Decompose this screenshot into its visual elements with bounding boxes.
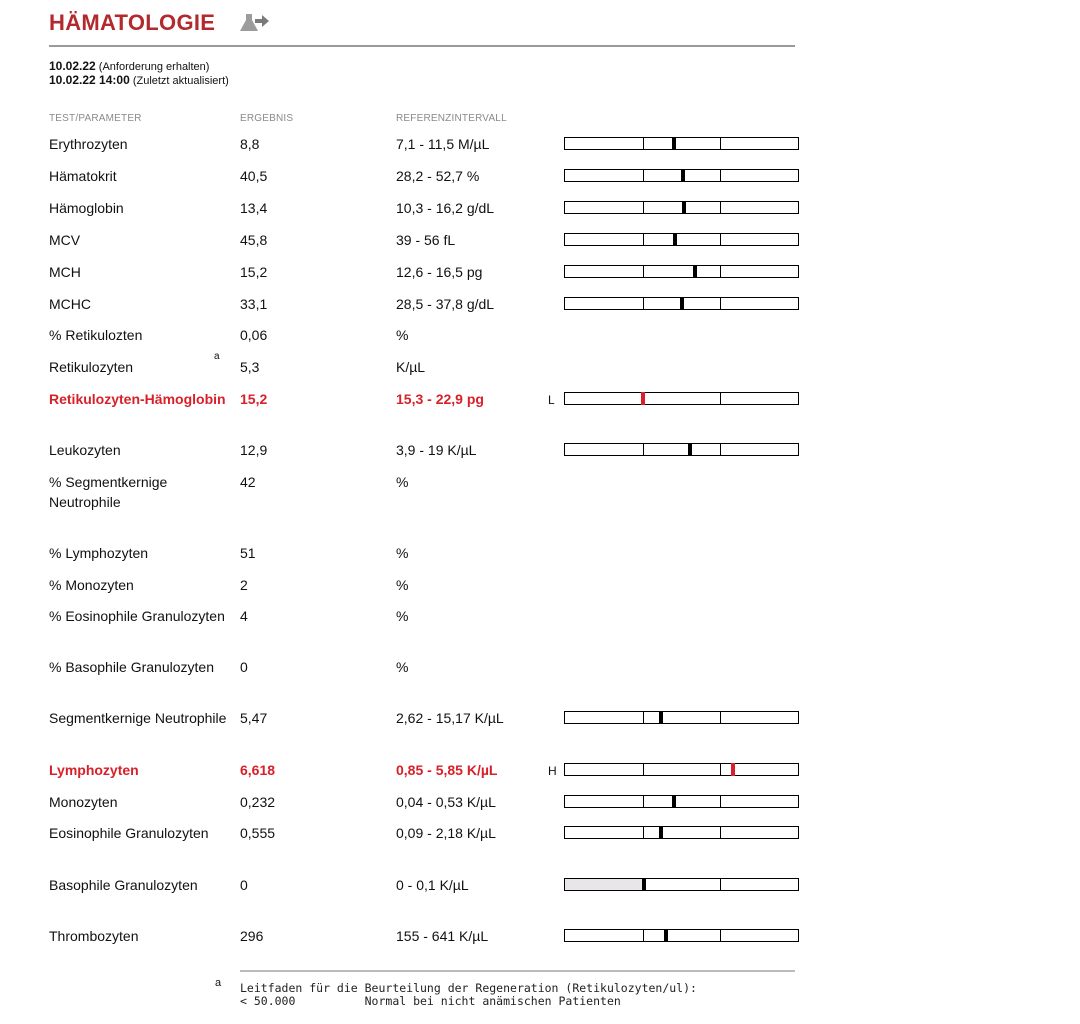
reference-interval: % — [396, 659, 409, 675]
column-header-test: TEST/PARAMETER — [49, 113, 142, 124]
result-marker — [641, 392, 645, 405]
test-name: MCV — [49, 232, 81, 248]
test-name: Leukozyten — [49, 442, 121, 458]
reference-interval: 0,85 - 5,85 K/µL — [396, 762, 498, 778]
test-name: Lymphozyten — [49, 762, 139, 778]
reference-interval: 39 - 56 fL — [396, 232, 456, 248]
result-marker — [681, 169, 685, 182]
footnote-mark: a — [215, 977, 222, 989]
reference-interval: 7,1 - 11,5 M/µL — [396, 136, 490, 152]
range-low-tick — [643, 444, 644, 455]
reference-range-bar — [564, 826, 799, 839]
range-low-tick — [643, 234, 644, 245]
reference-interval: 12,6 - 16,5 pg — [396, 264, 483, 280]
test-result: 296 — [240, 928, 264, 944]
range-low-tick — [643, 796, 644, 807]
test-name: Segmentkernige Neutrophile — [49, 710, 227, 726]
test-name: Eosinophile Granulozyten — [49, 825, 209, 841]
test-name: Hämoglobin — [49, 200, 124, 216]
test-result: 8,8 — [240, 136, 260, 152]
range-high-tick — [720, 393, 721, 404]
reference-range-bar — [564, 795, 799, 808]
result-marker — [672, 795, 676, 808]
test-result: 6,618 — [240, 762, 276, 778]
result-marker — [664, 929, 668, 942]
test-result: 0 — [240, 659, 248, 675]
range-low-tick — [643, 170, 644, 181]
result-marker — [673, 233, 677, 246]
test-result: 15,2 — [240, 391, 268, 407]
test-result: 4 — [240, 608, 248, 624]
test-result: 0,06 — [240, 327, 268, 343]
reference-interval: % — [396, 577, 409, 593]
range-low-tick — [643, 827, 644, 838]
result-marker — [680, 297, 684, 310]
footnote-rule — [240, 970, 795, 972]
range-low-tick — [643, 712, 644, 723]
test-result: 5,47 — [240, 710, 268, 726]
test-result: 45,8 — [240, 232, 268, 248]
test-result: 51 — [240, 545, 256, 561]
test-result: 42 — [240, 474, 256, 490]
result-marker — [672, 137, 676, 150]
test-result: 0,232 — [240, 794, 276, 810]
range-low-tick — [643, 298, 644, 309]
reference-interval: 3,9 - 19 K/µL — [396, 442, 477, 458]
test-name: MCHC — [49, 296, 91, 312]
reference-interval: 0,09 - 2,18 K/µL — [396, 825, 496, 841]
reference-interval: % — [396, 608, 409, 624]
reference-range-bar — [564, 711, 799, 724]
flask-arrow-icon[interactable] — [240, 12, 270, 34]
range-low-tick — [643, 930, 644, 941]
updated-label: (Zuletzt aktualisiert) — [132, 75, 229, 87]
test-name: % Retikulozten — [49, 327, 143, 343]
reference-range-bar — [564, 929, 799, 942]
range-high-tick — [720, 796, 721, 807]
footnote-marker: a — [214, 351, 220, 362]
range-high-tick — [720, 827, 721, 838]
reference-range-bar — [564, 297, 799, 310]
updated-line — [49, 73, 229, 87]
test-name: % Lymphozyten — [49, 545, 149, 561]
report-title: HÄMATOLOGIE — [49, 10, 216, 35]
reference-interval: 28,5 - 37,8 g/dL — [396, 296, 495, 312]
test-name: Retikulozyten — [49, 359, 134, 375]
test-result: 12,9 — [240, 442, 268, 458]
test-result: 15,2 — [240, 264, 268, 280]
range-high-tick — [720, 879, 721, 890]
result-marker — [731, 763, 735, 776]
range-high-tick — [720, 930, 721, 941]
range-high-tick — [720, 234, 721, 245]
reference-interval: % — [396, 545, 409, 561]
result-marker — [659, 711, 663, 724]
test-name: % Segmentkernige Neutrophile — [49, 474, 168, 510]
range-high-tick — [720, 712, 721, 723]
reference-range-bar — [564, 878, 799, 891]
test-name: Erythrozyten — [49, 136, 128, 152]
range-low-tick — [643, 266, 644, 277]
range-low-tick — [643, 764, 644, 775]
test-result: 33,1 — [240, 296, 268, 312]
test-result: 5,3 — [240, 359, 260, 375]
test-result: 40,5 — [240, 168, 268, 184]
title-rule — [49, 45, 795, 47]
range-low-tick — [643, 202, 644, 213]
range-high-tick — [720, 170, 721, 181]
reference-range-bar — [564, 201, 799, 214]
test-result: 13,4 — [240, 200, 268, 216]
test-result: 0 — [240, 877, 248, 893]
reference-interval: 10,3 - 16,2 g/dL — [396, 200, 495, 216]
range-high-tick — [720, 202, 721, 213]
range-high-tick — [720, 138, 721, 149]
below-range-shading — [565, 879, 643, 890]
result-marker — [659, 826, 663, 839]
column-header-result: ERGEBNIS — [240, 113, 294, 124]
result-marker — [682, 201, 686, 214]
abnormal-flag: H — [548, 764, 557, 778]
test-name: Hämatokrit — [49, 168, 117, 184]
received-line — [49, 59, 209, 73]
test-name: Retikulozyten-Hämoglobin — [49, 391, 226, 407]
column-header-reference: REFERENZINTERVALL — [396, 113, 507, 124]
test-name: Thrombozyten — [49, 928, 139, 944]
reference-range-bar — [564, 233, 799, 246]
updated-date: 10.02.22 14:00 — [49, 73, 130, 87]
reference-interval: 0 - 0,1 K/µL — [396, 877, 469, 893]
range-high-tick — [720, 444, 721, 455]
reference-range-bar — [564, 169, 799, 182]
test-name: Monozyten — [49, 794, 118, 810]
reference-range-bar — [564, 137, 799, 150]
reference-range-bar — [564, 392, 799, 405]
test-name: MCH — [49, 264, 81, 280]
range-high-tick — [720, 764, 721, 775]
footnote-text: Leitfaden für die Beurteilung der Regeneration (Retikulozyten/ul): < 50.000 Normal bei nicht anämischen Patienten — [240, 981, 697, 1008]
reference-interval: % — [396, 327, 409, 343]
reference-interval: 2,62 - 15,17 K/µL — [396, 710, 504, 726]
test-name: Basophile Granulozyten — [49, 877, 198, 893]
result-marker — [688, 443, 692, 456]
test-name: % Monozyten — [49, 577, 134, 593]
result-marker — [642, 878, 646, 891]
reference-interval: 0,04 - 0,53 K/µL — [396, 794, 496, 810]
test-result: 2 — [240, 577, 248, 593]
reference-range-bar — [564, 763, 799, 776]
reference-interval: 15,3 - 22,9 pg — [396, 391, 484, 407]
test-name: % Basophile Granulozyten — [49, 659, 214, 675]
abnormal-flag: L — [548, 393, 555, 407]
reference-interval: % — [396, 474, 409, 490]
range-high-tick — [720, 266, 721, 277]
reference-interval: 155 - 641 K/µL — [396, 928, 489, 944]
test-result: 0,555 — [240, 825, 276, 841]
received-label: (Anforderung erhalten) — [98, 61, 210, 73]
reference-range-bar — [564, 443, 799, 456]
reference-range-bar — [564, 265, 799, 278]
result-marker — [693, 265, 697, 278]
reference-interval: 28,2 - 52,7 % — [396, 168, 480, 184]
reference-interval: K/µL — [396, 359, 426, 375]
test-name: % Eosinophile Granulozyten — [49, 608, 225, 624]
received-date: 10.02.22 — [49, 59, 96, 73]
range-high-tick — [720, 298, 721, 309]
range-low-tick — [643, 138, 644, 149]
